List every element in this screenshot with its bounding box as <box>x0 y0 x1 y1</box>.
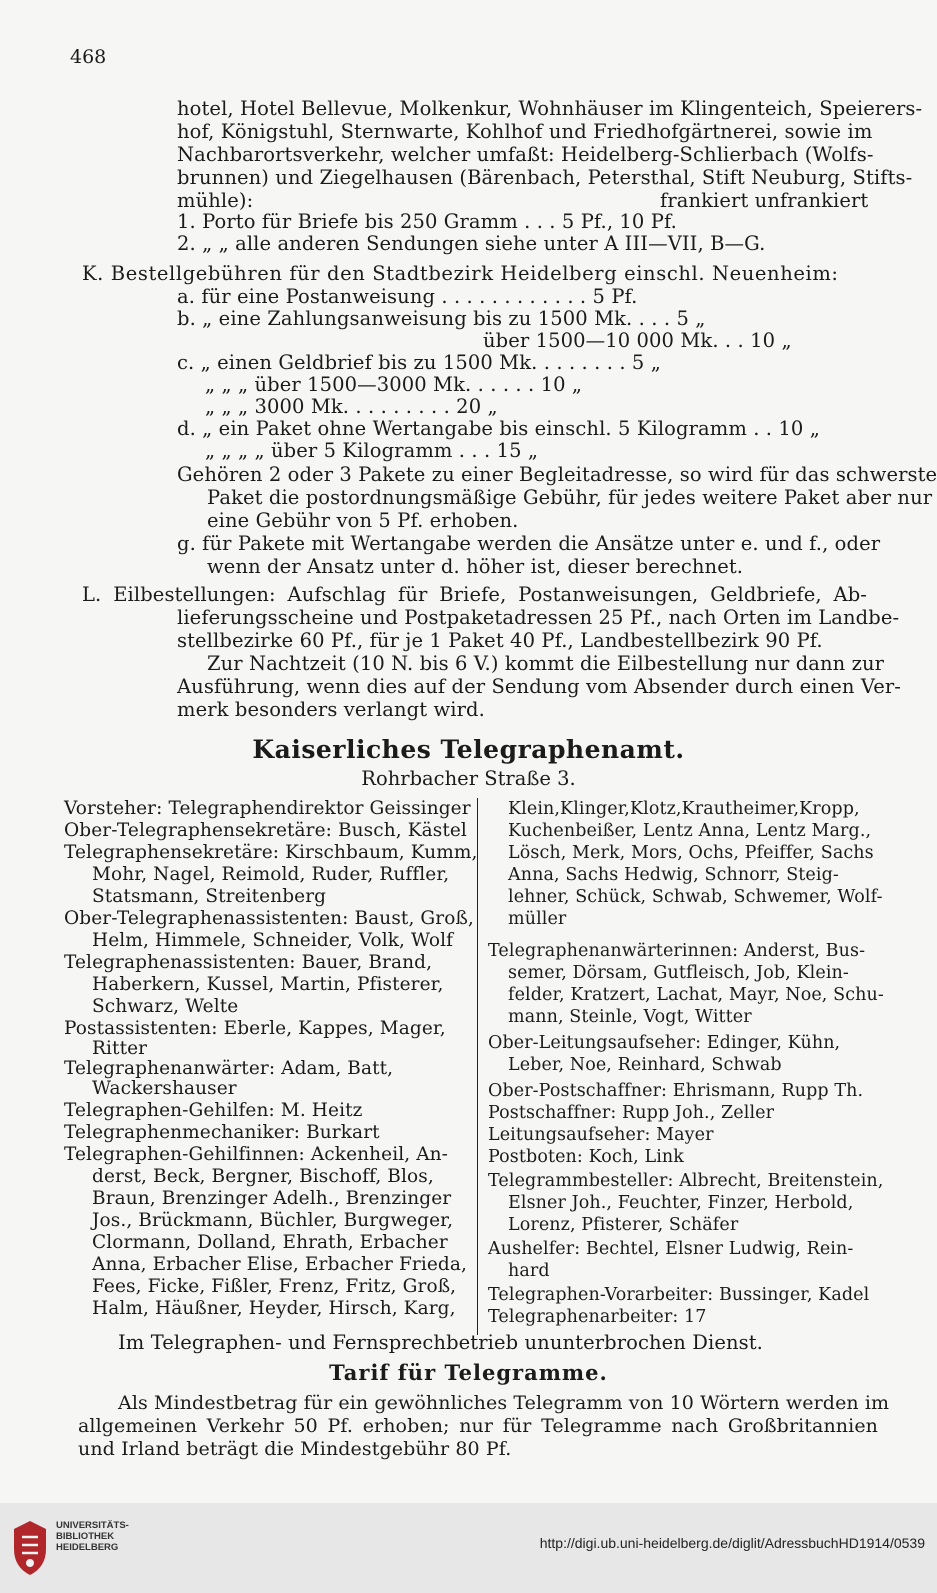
text-line: wenn der Ansatz unter d. höher ist, dieser berechnet. <box>207 555 744 578</box>
right-column-line: lehner, Schück, Schwab, Schwemer, Wolf- <box>508 887 883 907</box>
right-column-line: Lorenz, Pfisterer, Schäfer <box>508 1215 739 1235</box>
text-line: hotel, Hotel Bellevue, Molkenkur, Wohnhäuser im Klingenteich, Speierers- <box>177 97 923 120</box>
text-line: eine Gebühr von 5 Pf. erhoben. <box>207 509 519 532</box>
text-line: Gehören 2 oder 3 Pakete zu einer Begleitadresse, so wird für das schwerste <box>177 463 937 486</box>
source-url-link[interactable]: http://digi.ub.uni-heidelberg.de/diglit/AdressbuchHD1914/0539 <box>539 1535 925 1551</box>
text-line: brunnen) und Ziegelhausen (Bärenbach, Petersthal, Stift Neuburg, Stifts- <box>177 166 913 189</box>
text-line: Paket die postordnungsmäßige Gebühr, für jedes weitere Paket aber nur <box>207 486 933 509</box>
right-column-line: Telegraphenanwärterinnen: Anderst, Bus- <box>488 941 866 961</box>
right-column-line: Ober-Leitungsaufseher: Edinger, Kühn, <box>488 1033 841 1053</box>
left-column-line: Schwarz, Welte <box>92 996 239 1017</box>
right-column-line: Telegraphen-Vorarbeiter: Bussinger, Kadel <box>488 1285 870 1305</box>
footer-bar <box>0 1503 937 1593</box>
right-column-line: hard <box>508 1261 550 1281</box>
right-column-line: Elsner Joh., Feuchter, Finzer, Herbold, <box>508 1193 854 1213</box>
left-column-line: Fees, Ficke, Fißler, Frenz, Fritz, Groß, <box>92 1276 457 1297</box>
left-column-line: Telegraphenmechaniker: Burkart <box>64 1122 380 1143</box>
library-name-line: UNIVERSITÄTS- <box>56 1520 129 1531</box>
left-column-line: Haberkern, Kussel, Martin, Pfisterer, <box>92 974 444 995</box>
text-line: lieferungsscheine und Postpaketadressen 25 Pf., nach Orten im Landbe- <box>177 606 900 629</box>
tarif-heading: Tarif für Telegramme. <box>329 1360 608 1385</box>
left-column-line: Ober-Telegraphensekretäre: Busch, Kästel <box>64 820 467 841</box>
right-column-line: Postboten: Koch, Link <box>488 1147 685 1167</box>
left-column-line: Vorsteher: Telegraphendirektor Geissinger <box>64 798 471 819</box>
right-column-line: Postschaffner: Rupp Joh., Zeller <box>488 1103 775 1123</box>
left-column-line: Clormann, Dolland, Ehrath, Erbacher <box>92 1232 448 1253</box>
text-line: merk besonders verlangt wird. <box>177 698 485 721</box>
column-divider <box>477 798 478 1335</box>
text-line: über 1500—10 000 Mk. . . 10 „ <box>483 329 792 352</box>
right-column-line: Klein,Klinger,Klotz,Krautheimer,Kropp, <box>508 799 860 819</box>
right-column-line: Telegraphenarbeiter: 17 <box>488 1307 707 1327</box>
right-column-line: Ober-Postschaffner: Ehrismann, Rupp Th. <box>488 1081 864 1101</box>
left-column-line: Telegraphen-Gehilfinnen: Ackenheil, An- <box>64 1144 449 1165</box>
tarif-line: allgemeinen Verkehr 50 Pf. erhoben; nur für Telegramme nach Großbritannien <box>78 1415 878 1437</box>
text-line: a. für eine Postanweisung . . . . . . . . . . . . 5 Pf. <box>177 285 638 308</box>
text-line: d. „ ein Paket ohne Wertangabe bis einschl. 5 Kilogramm . . 10 „ <box>177 417 820 440</box>
right-column-line: müller <box>508 909 567 929</box>
left-column-line: Telegraphensekretäre: Kirschbaum, Kumm, <box>64 842 478 863</box>
right-column-line: Leber, Noe, Reinhard, Schwab <box>508 1055 782 1075</box>
left-column-line: Statsmann, Streitenberg <box>92 886 327 907</box>
text-line: „ „ „ 3000 Mk. . . . . . . . . 20 „ <box>205 395 498 418</box>
left-column-line: Wackershauser <box>92 1078 237 1099</box>
left-column-line: Telegraphen-Gehilfen: M. Heitz <box>64 1100 363 1121</box>
library-name <box>56 1520 129 1553</box>
left-column-line: Helm, Himmele, Schneider, Volk, Wolf <box>92 930 454 951</box>
left-column-line: Ober-Telegraphenassistenten: Baust, Groß, <box>64 908 474 929</box>
text-line: Ausführung, wenn dies auf der Sendung vom Absender durch einen Ver- <box>177 675 901 698</box>
left-column-line: Ritter <box>92 1038 148 1059</box>
library-name-line: BIBLIOTHEK <box>56 1531 115 1542</box>
left-column-line: Halm, Häußner, Heyder, Hirsch, Karg, <box>92 1298 456 1319</box>
text-line: 1. Porto für Briefe bis 250 Gramm . . . 5 Pf., 10 Pf. <box>177 210 677 233</box>
tarif-line: Als Mindestbetrag für ein gewöhnliches Telegramm von 10 Wörtern werden im <box>118 1392 890 1414</box>
left-column-line: Anna, Erbacher Elise, Erbacher Frieda, <box>92 1254 467 1275</box>
left-column-line: Jos., Brückmann, Büchler, Burgweger, <box>92 1210 454 1231</box>
text-line: g. für Pakete mit Wertangabe werden die Ansätze unter e. und f., oder <box>177 532 881 555</box>
section-subheading: Rohrbacher Straße 3. <box>361 767 576 790</box>
left-column-line: Postassistenten: Eberle, Kappes, Mager, <box>64 1018 446 1039</box>
text-line: „ „ „ über 1500—3000 Mk. . . . . . 10 „ <box>205 373 583 396</box>
left-column-line: Mohr, Nagel, Reimold, Ruder, Ruffler, <box>92 864 450 885</box>
text-line: hof, Königstuhl, Sternwarte, Kohlhof und Friedhofgärtnerei, sowie im <box>177 120 873 143</box>
library-name-line: HEIDELBERG <box>56 1542 119 1553</box>
text-line: c. „ einen Geldbrief bis zu 1500 Mk. . . . . . . . 5 „ <box>177 351 661 374</box>
right-column-line: Leitungsaufseher: Mayer <box>488 1125 714 1145</box>
section-l-heading: L. Eilbestellungen: Aufschlag für Briefe, Postanweisungen, Geldbriefe, Ab- <box>82 583 867 606</box>
service-line: Im Telegraphen- und Fernsprechbetrieb ununterbrochen Dienst. <box>118 1331 763 1354</box>
right-column-line: Aushelfer: Bechtel, Elsner Ludwig, Rein- <box>488 1239 854 1259</box>
text-line: „ „ „ „ über 5 Kilogramm . . . 15 „ <box>205 439 539 462</box>
text-line: stellbezirke 60 Pf., für je 1 Paket 40 Pf., Landbestellbezirk 90 Pf. <box>177 629 823 652</box>
right-column-line: Lösch, Merk, Mors, Ochs, Pfeiffer, Sachs <box>508 843 874 863</box>
tarif-line: und Irland beträgt die Mindestgebühr 80 Pf. <box>78 1438 512 1460</box>
text-line: b. „ eine Zahlungsanweisung bis zu 1500 Mk. . . . 5 „ <box>177 307 706 330</box>
text-line: Nachbarortsverkehr, welcher umfaßt: Heidelberg-Schlierbach (Wolfs- <box>177 143 874 166</box>
page-number: 468 <box>70 46 107 68</box>
right-column-line: Anna, Sachs Hedwig, Schnorr, Steig- <box>508 865 839 885</box>
section-heading: Kaiserliches Telegraphenamt. <box>252 735 685 764</box>
right-column-line: Telegrammbesteller: Albrecht, Breitenstein, <box>488 1171 884 1191</box>
section-k-heading: K. Bestellgebühren für den Stadtbezirk Heidelberg einschl. Neuenheim: <box>82 262 839 285</box>
right-column-line: Kuchenbeißer, Lentz Anna, Lentz Marg., <box>508 821 872 841</box>
right-column-line: mann, Steinle, Vogt, Witter <box>508 1007 752 1027</box>
text-line: Zur Nachtzeit (10 N. bis 6 V.) kommt die Eilbestellung nur dann zur <box>207 652 885 675</box>
right-column-line: semer, Dörsam, Gutfleisch, Job, Klein- <box>508 963 849 983</box>
left-column-line: Telegraphenassistenten: Bauer, Brand, <box>64 952 433 973</box>
text-line: mühle): <box>177 189 254 212</box>
left-column-line: Telegraphenanwärter: Adam, Batt, <box>64 1058 394 1079</box>
text-line: 2. „ „ alle anderen Sendungen siehe unter A III—VII, B—G. <box>177 232 766 255</box>
left-column-line: Braun, Brenzinger Adelh., Brenzinger <box>92 1188 452 1209</box>
text-line: frankiert unfrankiert <box>660 189 869 212</box>
left-column-line: derst, Beck, Bergner, Bischoff, Blos, <box>92 1166 434 1187</box>
right-column-line: felder, Kratzert, Lachat, Mayr, Noe, Schu- <box>508 985 884 1005</box>
university-logo-icon <box>10 1519 50 1577</box>
